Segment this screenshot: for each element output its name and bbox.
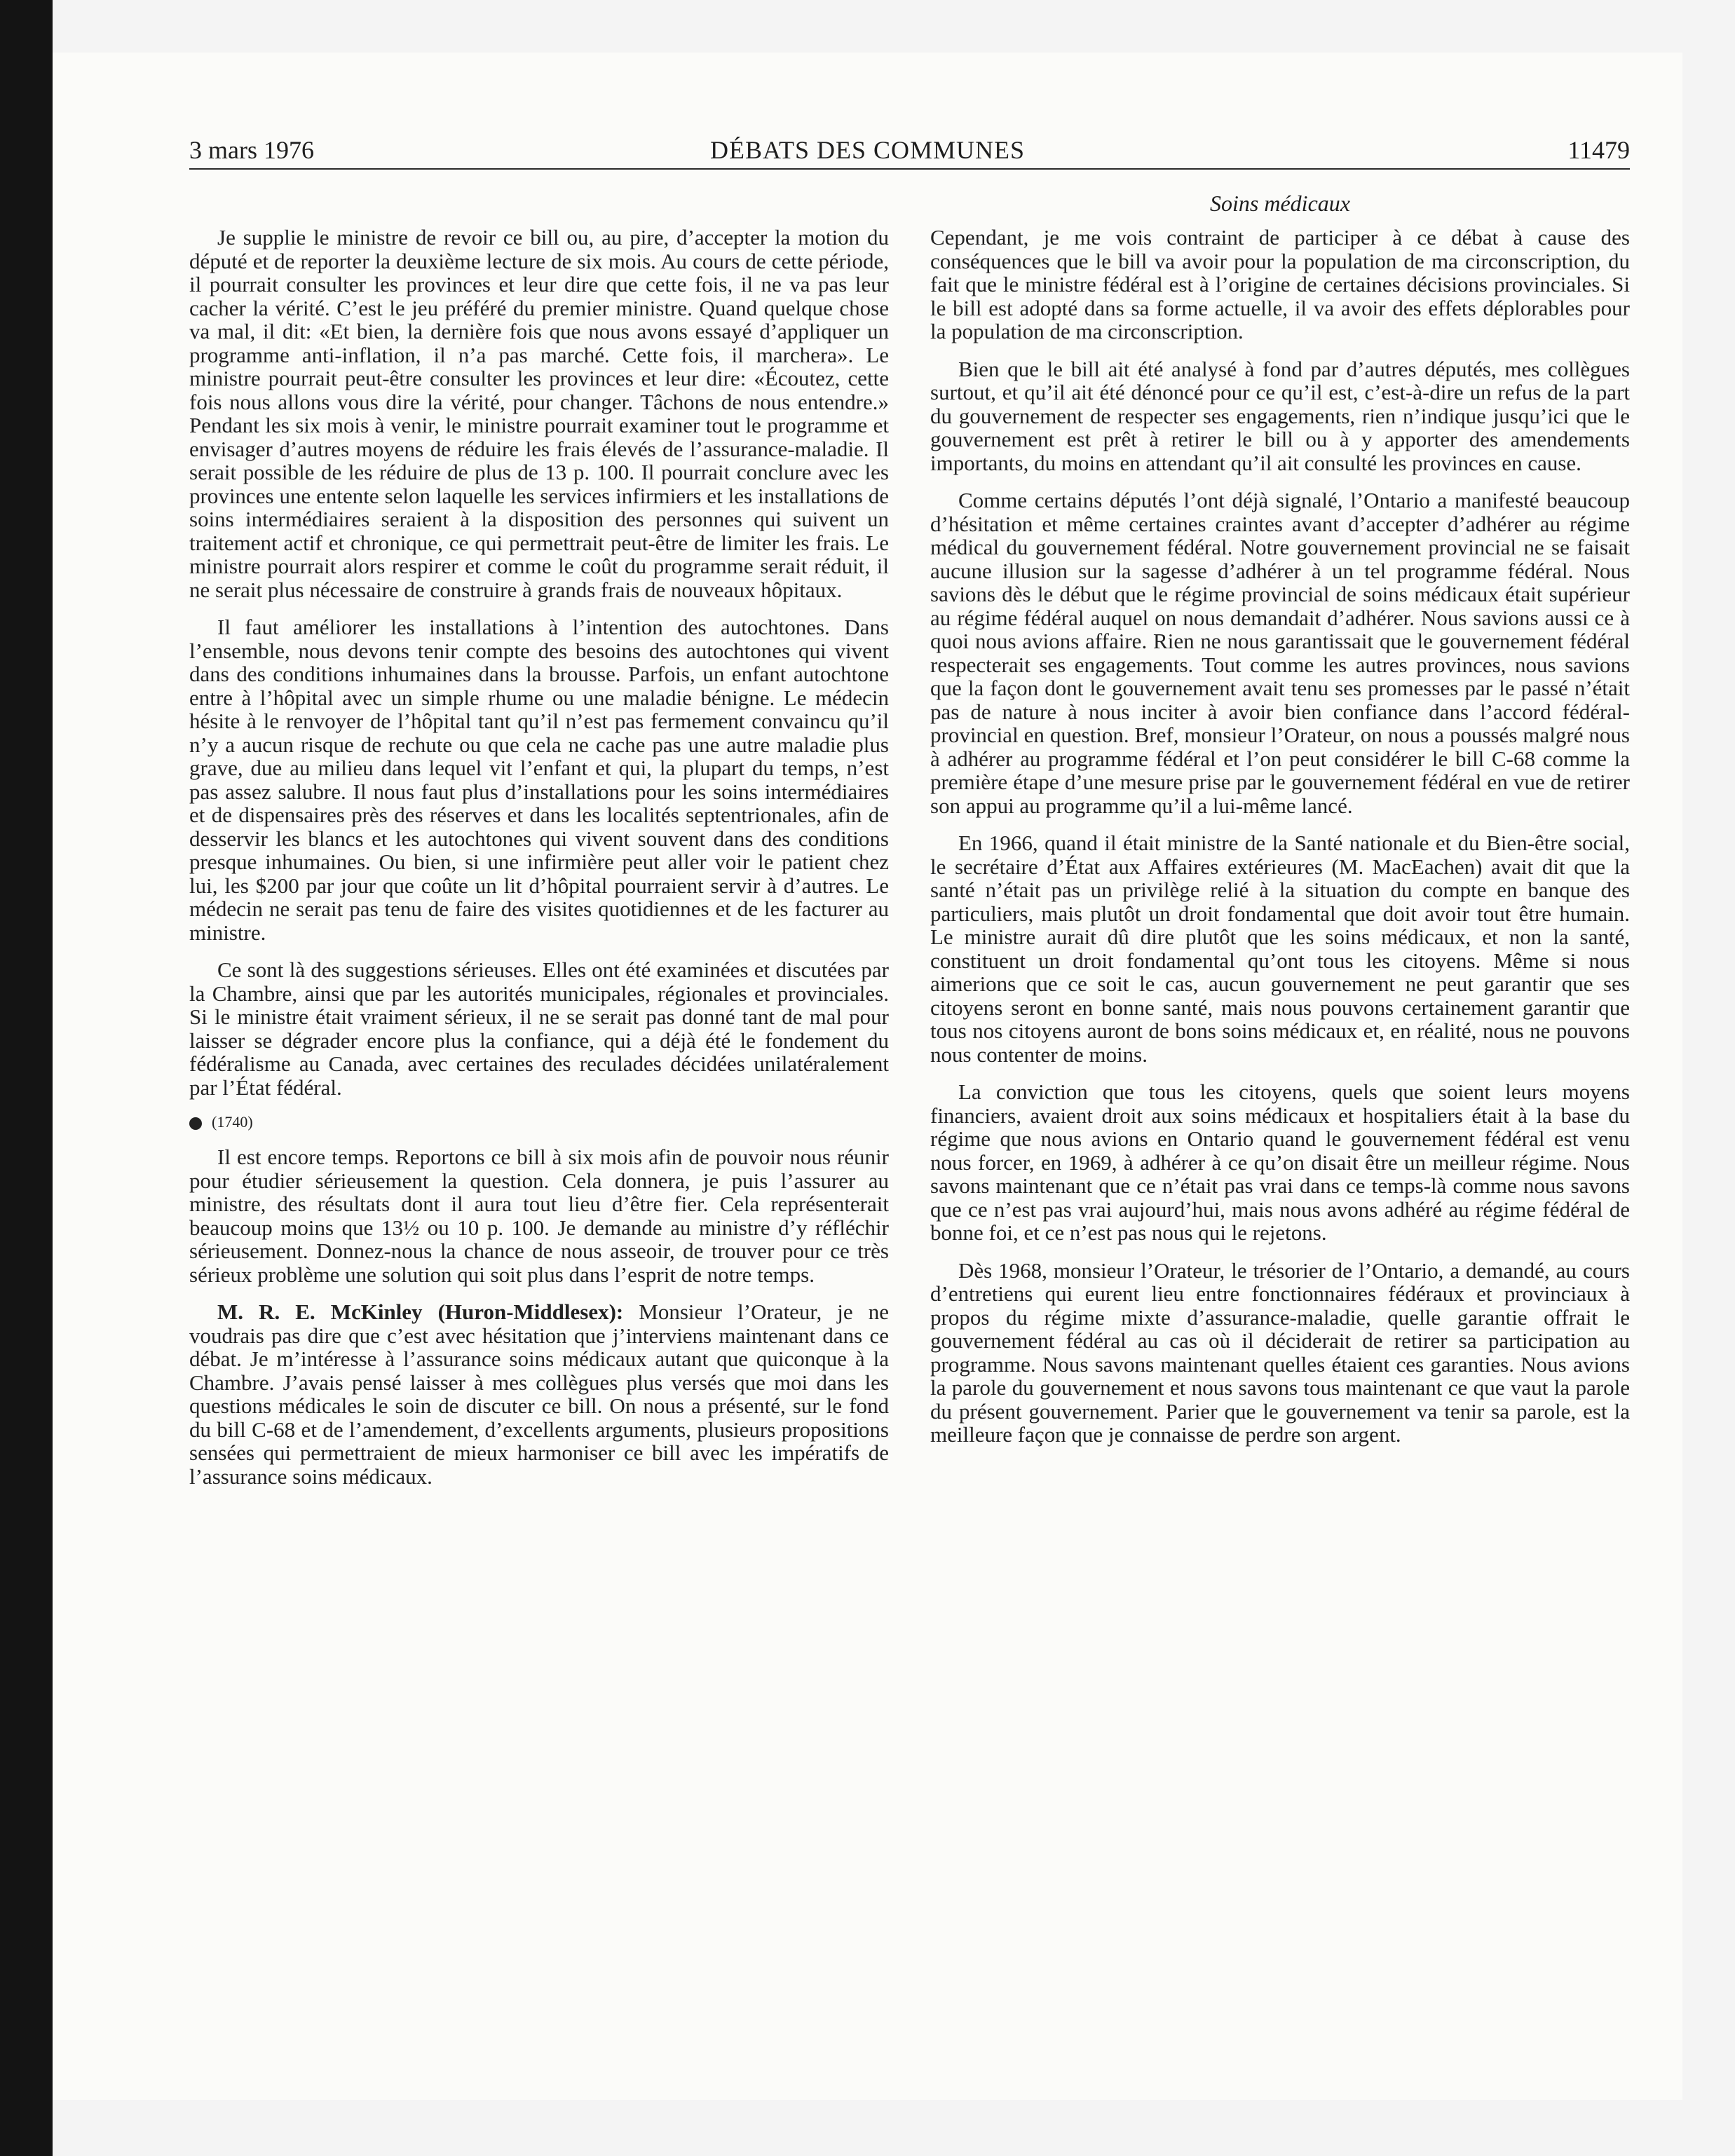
running-head: Soins médicaux	[1210, 191, 1350, 216]
left-column	[189, 226, 889, 1502]
paragraph: Cependant, je me vois contraint de participer à ce débat à cause des conséquences que le bill va avoir pour la population de ma circonscription, du fait que le ministre fédéral est à l’origine de certaines décisions provinciales. Si le bill est adopté dans sa forme actuelle, il va avoir des effets déplorables pour la population de ma circonscription.	[930, 225, 1630, 343]
paragraph: Ce sont là des suggestions sérieuses. Elles ont été examinées et discutées par la Chambre, ainsi que par les autorités municipales, régionales et provinciales. Si le ministre était vraiment sérieux, il ne se serait pas donné tant de mal pour laisser se dégrader encore plus la confiance, qui a déjà été le fondement du fédéralisme au Canada, avec certaines des reculades décidées unilatéralement par l’État fédéral.	[189, 957, 889, 1100]
paragraph: Je supplie le ministre de revoir ce bill ou, au pire, d’accepter la motion du député et de reporter la deuxième lecture de six mois. Au cours de cette période, il pourrait consulter les provinces et leur dire que cette fois, il ne va pas leur cacher la vérité. C’est le jeu préféré du premier ministre. Quand quelque chose va mal, il dit: «Et bien, la dernière fois que nous avons essayé d’appliquer un programme anti-inflation, il n’a pas marché. Cette fois, il marchera». Le ministre pourrait peut-être consulter les provinces et leur dire: «Écoutez, cette fois nous allons vous dire la vérité, pour changer. Tâchons de nous entendre.» Pendant les six mois à venir, le ministre pourrait examiner tout le programme et envisager d’autres moyens de réduire les frais élevés de l’assurance-maladie. Il serait possible de les réduire de plus de 13 p. 100. Il pourrait conclure avec les provinces une entente selon laquelle les services infirmiers et les installations de soins intermédiaires seraient à la disposition des personnes qui suivent un traitement actif et chronique, ce qui permettrait peut-être de limiter les frais. Le ministre pourrait alors respirer et comme le coût du programme serait réduit, il ne serait plus nécessaire de construire à grands frais de nouveaux hôpitaux.	[189, 225, 889, 602]
scan-right-margin	[1682, 0, 1735, 2156]
paragraph: Il est encore temps. Reportons ce bill à six mois afin de pouvoir nous réunir pour étudier sérieusement la question. Cela donnera, je puis l’assurer au ministre, des résultats dont il aura tout lieu d’être fier. Cela représenterait beaucoup moins que 13½ ou 10 p. 100. Je demande au ministre d’y réfléchir sérieusement. Donnez-nous la chance de nous asseoir, de trouver pour ce très sérieux problème une solution qui soit plus dans l’esprit de notre temps.	[189, 1145, 889, 1287]
paragraph: Comme certains députés l’ont déjà signalé, l’Ontario a manifesté beaucoup d’hésitation et même certaines craintes avant d’accepter d’adhérer au régime médical du gouvernement fédéral. Notre gouvernement provincial ne se faisait aucune illusion sur la sagesse d’adhérer à un tel programme fédéral. Nous savions dès le début que le régime provincial de soins médicaux était supérieur au régime fédéral auquel on nous demandait d’adhérer. Nous savions aussi ce à quoi nous avions affaire. Rien ne nous garantissait que le gouvernement fédéral respecterait ses engagements. Tout comme les autres provinces, nous savions que la façon dont le gouvernement avait tenu ses promesses par le passé n’était pas de nature à nous inciter à avoir bien confiance dans l’accord fédéral-provincial en question. Bref, monsieur l’Orateur, on nous a poussés malgré nous à adhérer au programme fédéral et l’on peut considérer le bill C-68 comme la première étape d’une mesure prise par le gouvernement fédéral en vue de retirer son appui au programme qu’il a lui-même lancé.	[930, 488, 1630, 818]
paragraph: En 1966, quand il était ministre de la Santé nationale et du Bien-être social, le secrétaire d’État aux Affaires extérieures (M. MacEachen) avait dit que la santé n’était pas un privilège relié à la situation du compte en banque des particuliers, mais plutôt un droit fondamental que doit avoir tout être humain. Le ministre aurait dû dire plutôt que les soins médicaux, et non la santé, constituent un droit fondamental qu’ont tous les citoyens. Même si nous aimerions que ce soit le cas, aucun gouvernement ne peut garantir que ses citoyens seront en bonne santé, mais nous pouvons certainement garantir que tous nos citoyens auront de bons soins médicaux et, en réalité, nous ne pouvons nous contenter de moins.	[930, 831, 1630, 1067]
right-column	[930, 226, 1630, 1461]
time-marker-text: (1740)	[212, 1113, 253, 1131]
time-marker	[189, 1113, 889, 1131]
header-title: DÉBATS DES COMMUNES	[709, 136, 1026, 164]
header-rule	[189, 168, 1630, 170]
scan-bottom-margin	[53, 2100, 1735, 2156]
scan-top-margin	[53, 0, 1735, 53]
bullet-icon	[189, 1117, 202, 1130]
header-page-number: 11479	[1567, 136, 1630, 164]
paragraph: La conviction que tous les citoyens, quels que soient leurs moyens financiers, avaient droit aux soins médicaux et hospitaliers était à la base du régime que nous avions en Ontario quand le gouvernement fédéral est venu nous forcer, en 1969, à adhérer à ce qu’on disait être un meilleur régime. Nous savons maintenant que ce n’était pas vrai dans ce temps-là comme nous savons que ce n’est pas vrai aujourd’hui, mais nous avons adhéré au régime fédéral de bonne foi, et ce n’est pas nous qui le rejetons.	[930, 1079, 1630, 1245]
speaker-name: M. R. E. McKinley (Huron-Middlesex):	[217, 1299, 624, 1324]
scan-dark-edge	[0, 0, 53, 2156]
paragraph: Dès 1968, monsieur l’Orateur, le trésorier de l’Ontario, a demandé, au cours d’entretiens qui eurent lieu entre fonctionnaires fédéraux et provinciaux à propos du régime mixte d’assurance-maladie, quelle garantie offrait le gouvernement fédéral au cas où il déciderait de retirer sa participation au programme. Nous savons maintenant quelles étaient ces garanties. Nous avions la parole du gouvernement et nous savons tous maintenant ce que vaut la parole du présent gouvernement. Parier que le gouvernement va tenir sa parole, est la meilleure façon que je connaisse de perdre son argent.	[930, 1257, 1630, 1447]
paragraph: Bien que le bill ait été analysé à fond par d’autres députés, mes collègues surtout, et qu’il ait été dénoncé pour ce qu’il est, c’est-à-dire un refus de la part du gouvernement de respecter ses engagements, rien n’indique jusqu’ici que le gouvernement est prêt à retirer le bill ou à y apporter des amendements importants, du moins en attendant qu’il ait consulté les provinces en cause.	[930, 356, 1630, 475]
speaker-paragraph	[189, 1300, 889, 1488]
paragraph: Il faut améliorer les installations à l’intention des autochtones. Dans l’ensemble, nous devons tenir compte des besoins des autochtones qui vivent dans des conditions inhumaines dans la brousse. Parfois, un enfant autochtone entre à l’hôpital avec un simple rhume ou une maladie bénigne. Le médecin hésite à le renvoyer de l’hôpital tant qu’il n’est pas fermement convaincu qu’il n’y a aucun risque de rechute ou que cela ne cache pas une autre maladie plus grave, due au milieu dans lequel vit l’enfant et qui, la plupart du temps, n’est pas assez salubre. Il nous faut plus d’installations pour les soins intermédiaires et de dispensaires près des réserves et dans les localités septentrionales, afin de desservir les blancs et les autochtones qui vivent souvent dans des conditions presque inhumaines. Ou bien, si une infirmière peut aller voir le patient chez lui, les $200 par jour que coûte un lit d’hôpital pourraient servir à d’autres. Le médecin ne serait pas tenu de faire des visites quotidiennes et de les facturer au ministre.	[189, 615, 889, 945]
header-date: 3 mars 1976	[189, 136, 314, 164]
speaker-text: Monsieur l’Orateur, je ne voudrais pas dire que c’est avec hésitation que j’interviens maintenant dans ce débat. Je m’intéresse à l’assurance soins médicaux autant que quiconque à la Chambre. J’avais pensé laisser à mes collègues plus versés que moi dans les questions médicales le soin de discuter ce bill. On nous a présenté, sur le fond du bill C-68 et de l’amendement, d’excellents arguments, plusieurs propositions sensées qui permettraient de mieux harmoniser ce bill avec les impératifs de l’assurance soins médicaux.	[189, 1299, 889, 1489]
